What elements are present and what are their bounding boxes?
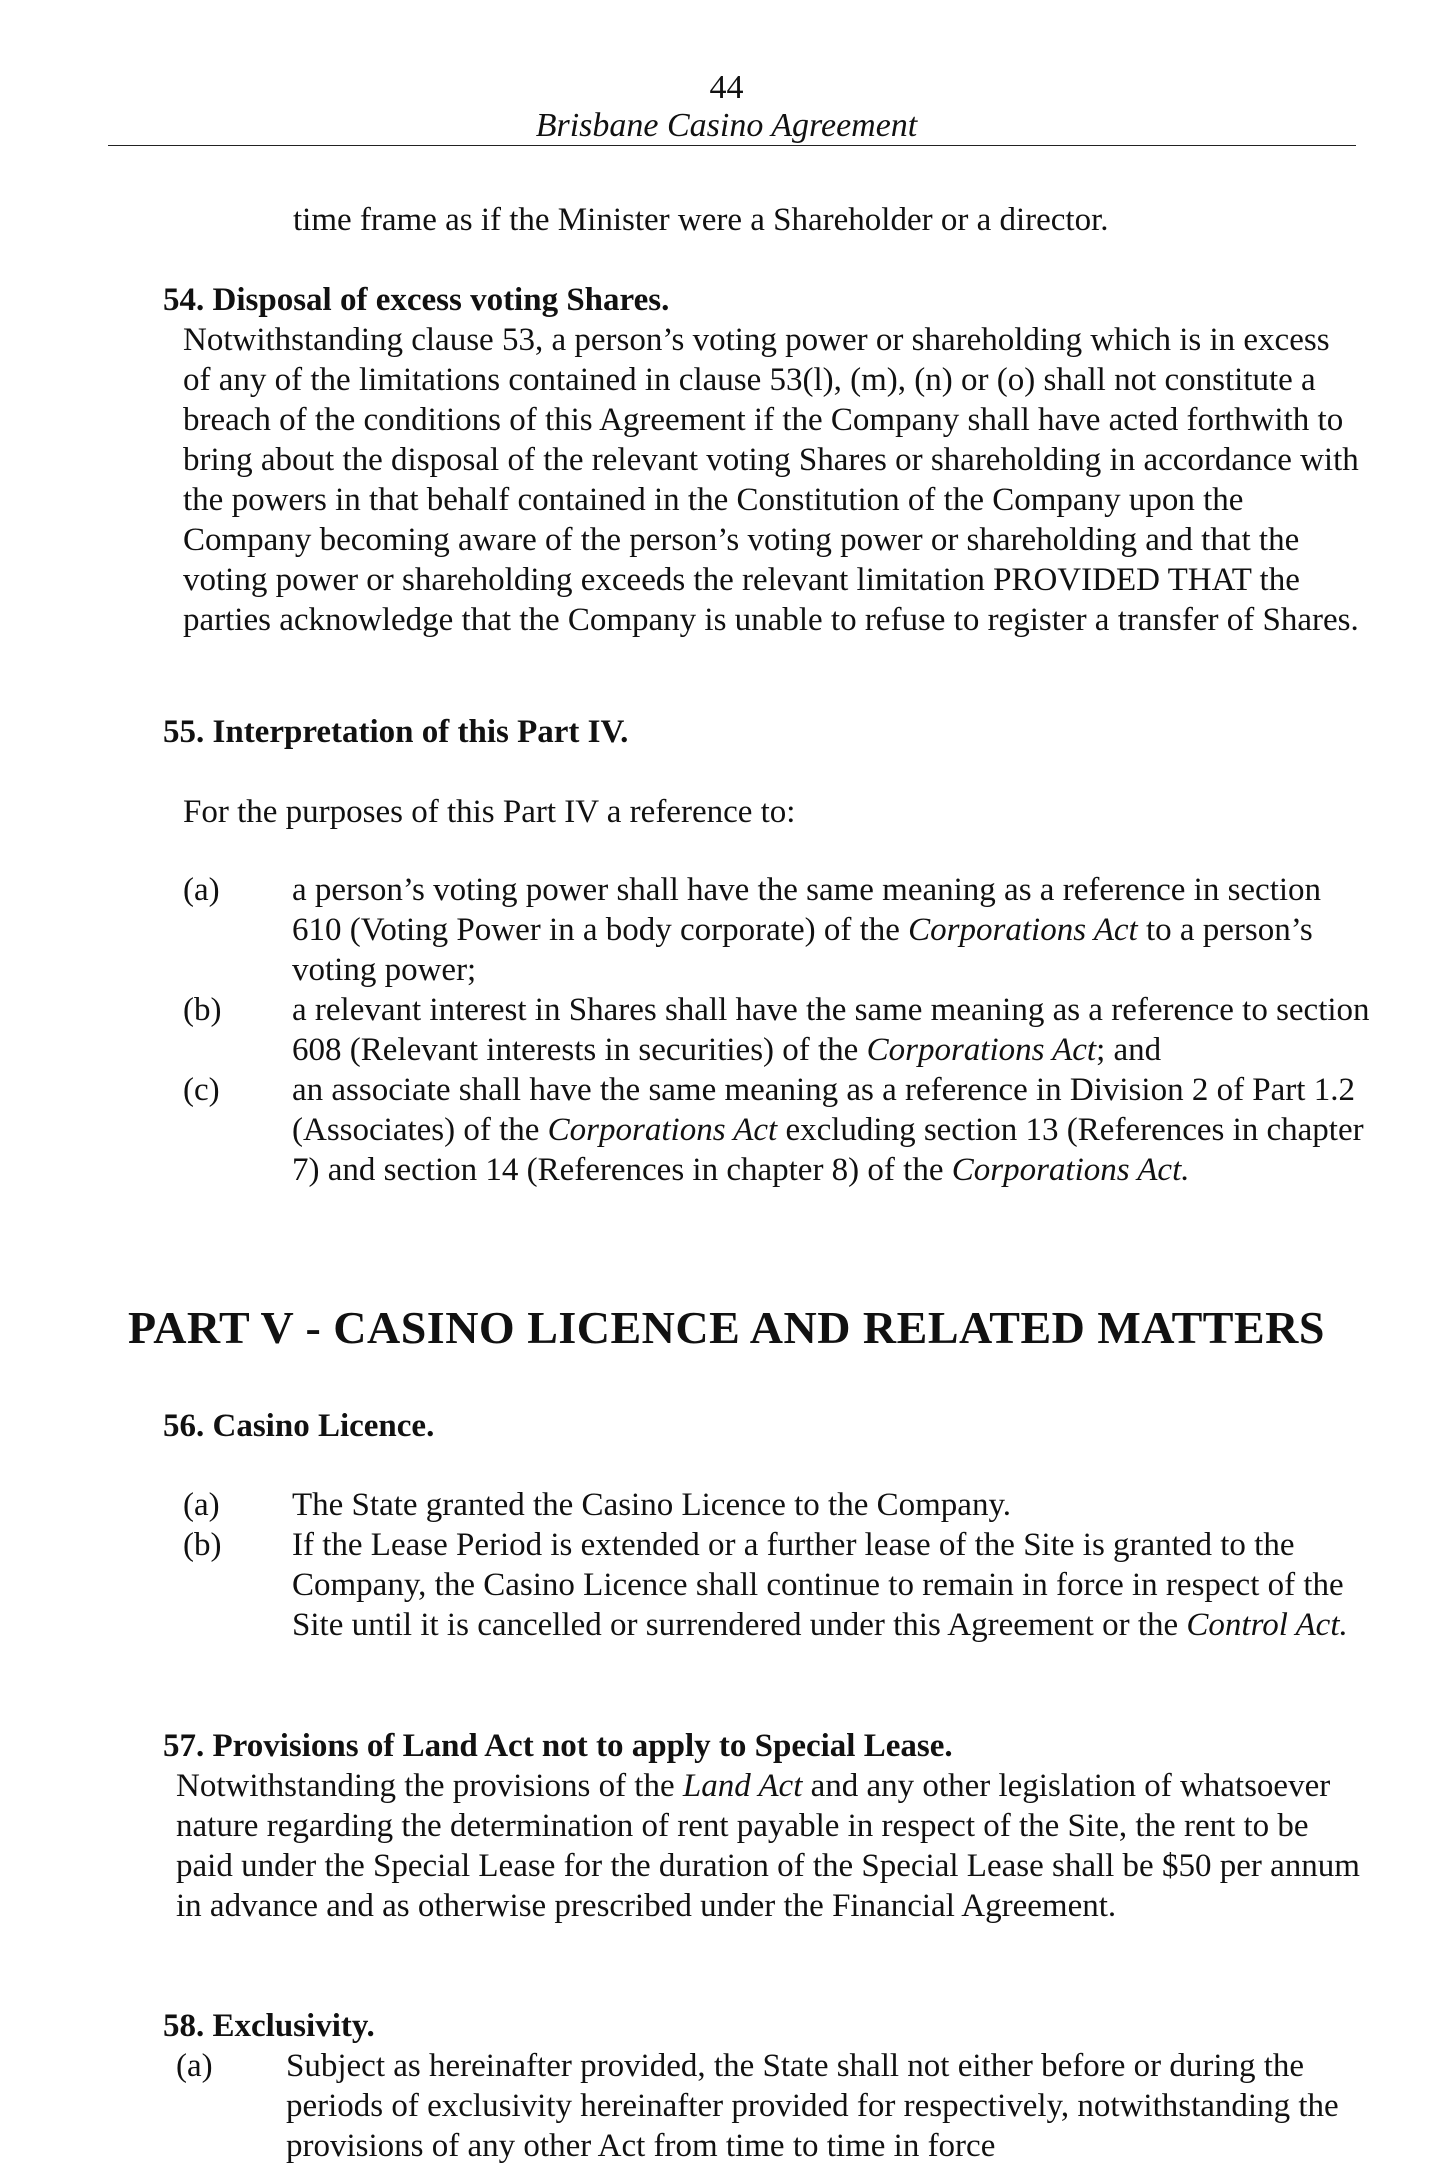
clause-57-body: Notwithstanding the provisions of the Land Act and any other legislation of whatsoever nature regarding the determination of rent payable in respect of the Site, the rent to be paid under the Special Lease for the duration of the Special Lease shall be $50 per annum in advance and as otherwise prescribed under the Financial Agreement. xyxy=(176,1768,1360,1924)
continuation-text: time frame as if the Minister were a Shareholder or a director. xyxy=(293,202,1109,238)
corporations-act-ref: Corporations Act xyxy=(547,1112,778,1148)
clause-56-heading: 56. Casino Licence. xyxy=(163,1408,435,1444)
part-v-heading: PART V - CASINO LICENCE AND RELATED MATTERS xyxy=(128,1302,1325,1353)
clause-56-a-label: (a) xyxy=(183,1487,220,1523)
clause-55-heading: 55. Interpretation of this Part IV. xyxy=(163,714,629,750)
clause-54-body: Notwithstanding clause 53, a person’s voting power or shareholding which is in excess of any of the limitations contained in clause 53(l), (m), (n) or (o) shall not constitute a breach of the conditions of this Agreement if the Company shall have acted forthwith to bring about the disposal of the relevant voting Shares or shareholding in accordance with the powers in that behalf contained in the Constitution of the Company upon the Company becoming aware of the person’s voting power or shareholding and that the voting power or shareholding exceeds the relevant limitation PROVIDED THAT the parties acknowledge that the Company is unable to refuse to register a transfer of Shares. xyxy=(183,322,1359,638)
clause-55-b-text: a relevant interest in Shares shall have the same meaning as a reference to section 608 (Relevant interests in securities) of the Corporations Act; and xyxy=(292,992,1370,1068)
clause-58-a-label: (a) xyxy=(176,2048,213,2084)
clause-56-b-label: (b) xyxy=(183,1527,222,1563)
clause-55-c-label: (c) xyxy=(183,1072,220,1108)
page-number: 44 xyxy=(709,69,744,106)
control-act-ref: Control Act. xyxy=(1186,1607,1348,1643)
land-act-ref: Land Act xyxy=(682,1768,803,1804)
clause-57-heading: 57. Provisions of Land Act not to apply to Special Lease. xyxy=(163,1728,953,1764)
clause-55-c-text: an associate shall have the same meaning as a reference in Division 2 of Part 1.2 (Associates) of the Corporations Act excluding section 13 (References in chapter 7) and section 14 (References in chapter 8) of the Corporations Act. xyxy=(292,1072,1364,1188)
clause-56-a-text: The State granted the Casino Licence to the Company. xyxy=(292,1487,1012,1523)
clause-58-a-text: Subject as hereinafter provided, the State shall not either before or during the periods of exclusivity hereinafter provided for respectively, notwithstanding the provisions of any other Act from time to time in force xyxy=(286,2048,1339,2164)
clause-54-heading: 54. Disposal of excess voting Shares. xyxy=(163,282,670,318)
corporations-act-ref: Corporations Act. xyxy=(951,1152,1190,1188)
clause-55-a-label: (a) xyxy=(183,872,220,908)
clause-55-a-text: a person’s voting power shall have the same meaning as a reference in section 610 (Voting Power in a body corporate) of the Corporations Act to a person’s voting power; xyxy=(292,872,1322,988)
running-header-title: Brisbane Casino Agreement xyxy=(535,107,918,144)
clause-58-heading: 58. Exclusivity. xyxy=(163,2008,375,2044)
header-rule xyxy=(108,145,1356,146)
clause-55-b-label: (b) xyxy=(183,992,222,1028)
clause-55-intro: For the purposes of this Part IV a reference to: xyxy=(183,794,796,830)
clause-56-b-text: If the Lease Period is extended or a further lease of the Site is granted to the Company, the Casino Licence shall continue to remain in force in respect of the Site until it is cancelled or surrendered under this Agreement or the Control Act. xyxy=(292,1527,1348,1643)
corporations-act-ref: Corporations Act xyxy=(908,912,1138,948)
corporations-act-ref: Corporations Act xyxy=(866,1032,1097,1068)
